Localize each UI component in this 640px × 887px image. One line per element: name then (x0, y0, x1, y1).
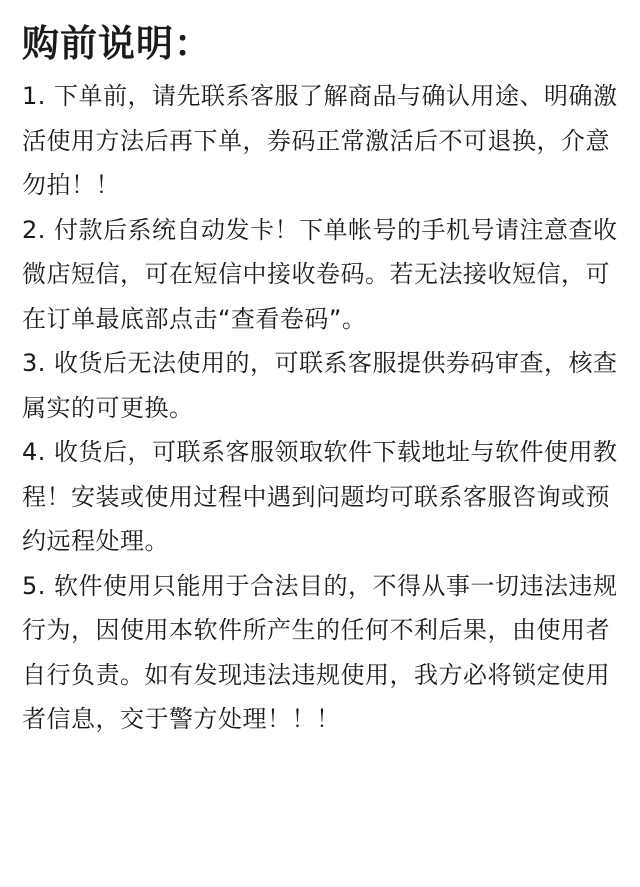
notice-item-4: 4. 收货后，可联系客服领取软件下载地址与软件使用教程！安装或使用过程中遇到问题均可联系客服咨询或预约远程处理。 (22, 438, 618, 555)
notice-title: 购前说明： (22, 22, 212, 65)
notice-item-1: 1. 下单前，请先联系客服了解商品与确认用途、明确激活使用方法后再下单，券码正常激活后不可退换，介意勿拍！！ (22, 82, 618, 199)
purchase-notice (22, 18, 622, 742)
notice-item-3: 3. 收货后无法使用的，可联系客服提供券码审查，核查属实的可更换。 (22, 349, 618, 422)
notice-item-2: 2. 付款后系统自动发卡！下单帐号的手机号请注意查收微店短信，可在短信中接收卷码。若无法接收短信，可在订单最底部点击“查看卷码”。 (22, 215, 618, 333)
notice-item-5: 5. 软件使用只能用于合法目的，不得从事一切违法违规行为，因使用本软件所产生的任何不利后果，由使用者自行负责。如有发现违法违规使用，我方必将锁定使用者信息，交于警方处理！！！ (22, 571, 618, 733)
